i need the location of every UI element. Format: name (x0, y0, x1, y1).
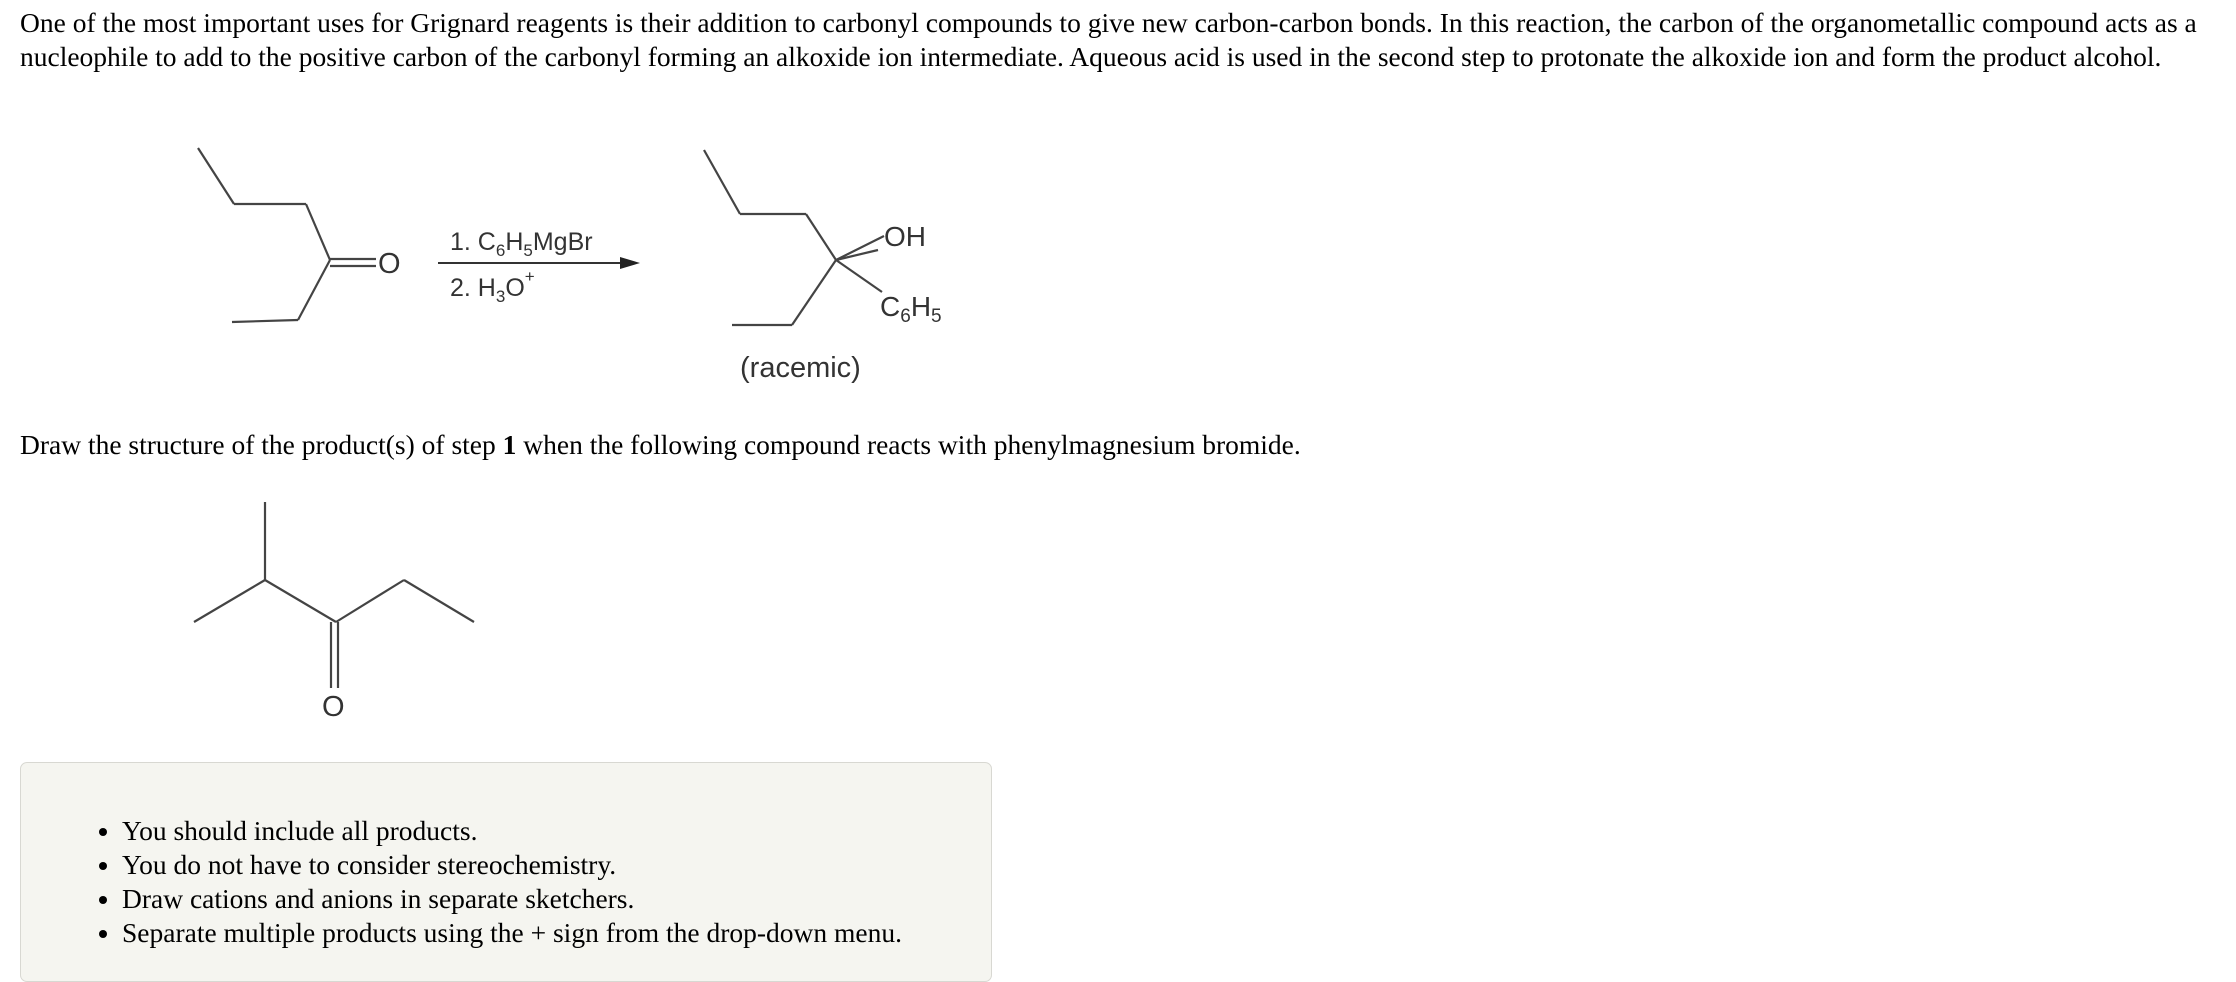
reaction-arrow (438, 257, 640, 269)
compound-oxygen-label: O (322, 691, 345, 723)
product-bond-3 (806, 214, 836, 260)
reactant-bond-1 (198, 148, 234, 204)
reactant-bond-4 (298, 260, 330, 320)
racemic-label: (racemic) (740, 352, 861, 384)
compound-bond-4 (336, 580, 404, 622)
question-suffix: when the following compound reacts with phenylmagnesium bromide. (516, 429, 1301, 460)
compound-bond-5 (404, 580, 474, 622)
product-bond-4 (836, 250, 878, 260)
reactant-bond-5 (232, 320, 298, 322)
compound-bond-3 (265, 580, 336, 622)
product-bond-phenyl (836, 260, 882, 292)
instruction-item: • You do not have to consider stereochemistry. (122, 848, 902, 882)
question-compound-structure (194, 502, 474, 688)
instructions-list (66, 814, 902, 950)
compound-bond-2 (194, 580, 265, 622)
reactant-structure (198, 148, 376, 322)
reagent-step1-label: 1. $C_6H_5MgBr$ (450, 228, 593, 260)
product-phenyl-label: $C_6H_5$ (880, 291, 942, 327)
product-bond-oh (836, 236, 884, 260)
product-bond-5 (792, 260, 836, 325)
reactant-bond-3 (306, 204, 330, 260)
instruction-item: • You should include all products. (122, 814, 902, 848)
reagent-step2-label: 2. $H_3O^+$ (450, 267, 535, 306)
instruction-item: • Draw cations and anions in separate sketchers. (122, 882, 902, 916)
product-oh-label: OH (884, 221, 926, 252)
question-step-number: 1 (502, 429, 517, 460)
reactant-oxygen-label: O (378, 248, 401, 280)
product-structure (704, 150, 884, 325)
intro-paragraph: One of the most important uses for Grignard reagents is their addition to carbonyl compounds to give new carbon-carbon bonds. In this reaction, the carbon of the organometallic compound acts as a nucleophile to add to the positive carbon of the carbonyl forming an alkoxide ion intermediate. Aqueous acid is used in the second step to protonate the alkoxide ion and form the product alcohol. (20, 7, 2197, 72)
instruction-item: • Separate multiple products using the + sign from the drop-down menu. (122, 916, 902, 950)
question-text (20, 428, 1301, 462)
question-prefix: Draw the structure of the product(s) of step (20, 429, 503, 460)
product-bond-1 (704, 150, 740, 214)
